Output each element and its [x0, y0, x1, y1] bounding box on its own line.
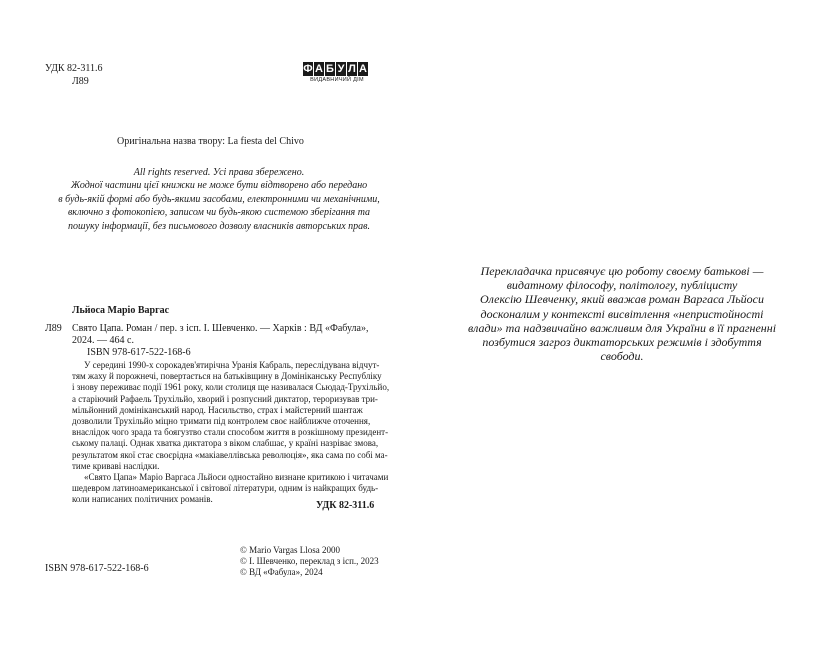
logo-letter: Л: [348, 63, 356, 75]
annotation-line: і знову переживає події 1961 року, коли столиця ще називалася Сьюдад-Трухільйо,: [72, 382, 390, 393]
dedication-line: свободи.: [600, 349, 644, 364]
logo-letter: А: [359, 63, 367, 75]
catalog-annotation: [72, 360, 390, 506]
logo-letter: Б: [326, 63, 334, 75]
annotation-line: шедевром латиноамериканської і світової літератури, одним із найкращих будь-: [72, 483, 379, 494]
catalog-shelf-mark: Л89: [45, 323, 62, 334]
catalog-isbn: ISBN 978-617-522-168-6: [87, 347, 191, 358]
dedication-line: Перекладачка присвячує цю роботу своєму батькові —: [480, 264, 764, 278]
publisher-logo: [303, 62, 371, 83]
dedication: [440, 264, 804, 363]
copyright-line: © І. Шевченко, переклад з ісп., 2023: [240, 556, 379, 566]
logo-subtitle: ВИДАВНИЧИЙ ДІМ: [310, 77, 364, 83]
logo-letter: Ф: [303, 63, 313, 75]
annotation-line: тиме криваві наслідки.: [72, 460, 160, 471]
catalog-author: Льйоса Маріо Варгас: [72, 305, 170, 316]
rights-line: Жодної частини цієї книжки не може бути відтворено або передано: [70, 180, 368, 192]
annotation-line: ському палаці. Однак хватка диктатора з віком слабшає, у країні назріває змова,: [72, 438, 379, 449]
rights-line: пошуку інформації, без письмового дозволу власників авторських прав.: [68, 220, 370, 232]
udk-header: УДК 82-311.6: [45, 63, 103, 74]
copyright-block: [240, 545, 379, 578]
annotation-line: тям жаху й порожнечі, повертається на батьківщину в Домініканську Республіку: [72, 371, 382, 382]
original-title: Оригінальна назва твору: La fiesta del Chivo: [117, 136, 304, 147]
rights-line: All rights reserved. Усі права збережено.: [133, 167, 305, 178]
annotation-paragraph-1: [72, 360, 390, 472]
annotation-line: дозволили Трухільйо міцно тримати під контролем своє найближче оточення,: [72, 416, 371, 427]
annotation-line: а старіючий Рафаель Трухільйо, хворий і розпусний диктатор, тероризував три-: [72, 393, 378, 404]
annotation-line: внаслідок чого зрада та боягузтво стали способом життя в розкішному президент-: [72, 427, 389, 438]
catalog-description: [72, 323, 372, 359]
dedication-line: видатному філософу, політологу, публіцисту: [506, 278, 738, 293]
catalog-udk: УДК 82-311.6: [316, 500, 375, 511]
logo-letter: У: [337, 63, 345, 75]
logo-letter: А: [315, 63, 323, 75]
annotation-line: мільйонний домініканський народ. Насильство, страх і майстерний шантаж: [72, 404, 363, 415]
copyright-line: © ВД «Фабула», 2024: [240, 567, 323, 577]
dedication-line: досконалим у контексті висвітлення «непристойності: [480, 306, 764, 321]
annotation-line: коли написаних політичних романів.: [72, 494, 213, 505]
dedication-line: позбутися загроз диктаторських режимів і здобуття: [482, 335, 762, 350]
rights-notice: [30, 166, 408, 233]
dedication-line: влади» та надзвичайно важливим для України в її прагненні: [467, 320, 777, 335]
copyright-line: © Mario Vargas Llosa 2000: [240, 545, 340, 555]
annotation-line: результатом якої стає своєрідна «макіавеллівська революція», яка сама по собі ма-: [72, 449, 388, 460]
annotation-line: «Свято Цапа» Маріо Варгаса Льйоси одностайно визнане критикою і читачами: [84, 472, 389, 483]
rights-line: в будь-якій формі або будь-якими засобами, електронними чи механічними,: [58, 193, 380, 205]
annotation-line: У середині 1990-х сорокадев'ятирічна Уранія Кабраль, переслідувана відчут-: [84, 360, 380, 370]
catalog-line: Свято Цапа. Роман / пер. з ісп. І. Шевченко. — Харків : ВД «Фабула»,: [72, 323, 369, 334]
shelf-mark: Л89: [72, 76, 89, 87]
isbn-bottom: ISBN 978-617-522-168-6: [45, 563, 149, 574]
dedication-line: Олексію Шевченку, який вважав роман Варгаса Льйоси: [479, 292, 765, 307]
catalog-line: 2024. — 464 с.: [72, 335, 134, 346]
rights-line: включно з фотокопією, записом чи будь-якою системою зберігання та: [67, 207, 371, 219]
